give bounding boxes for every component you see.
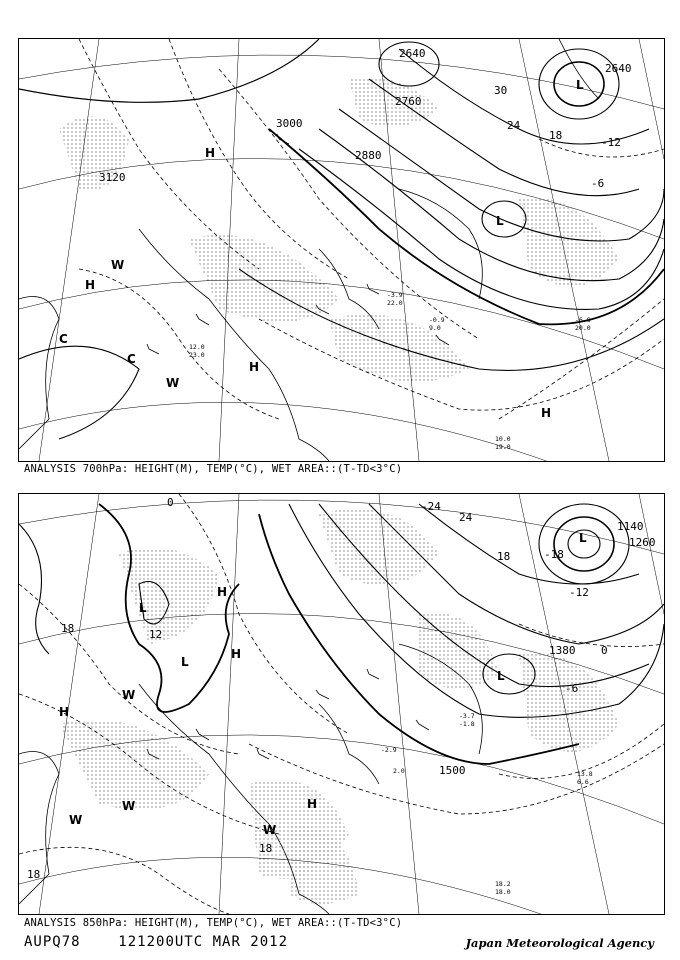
map-700hpa-svg: [19, 39, 664, 461]
low-marker: L: [576, 78, 584, 92]
station-value: -1.8: [459, 720, 475, 728]
warm-marker: W: [69, 813, 83, 827]
warm-marker: W: [122, 799, 136, 813]
station-value: 22.0: [387, 299, 403, 307]
contour-label: -24: [421, 500, 441, 513]
contour-label: 24: [459, 511, 473, 524]
valid-time: 121200UTC MAR 2012: [118, 934, 289, 950]
contour-label: 24: [507, 119, 521, 132]
coastlines: [19, 39, 599, 461]
station-value: 10.0: [495, 435, 511, 443]
high-marker: H: [205, 146, 216, 160]
analysis-850hpa-map: [18, 493, 665, 915]
contour-label: 3120: [99, 171, 126, 184]
contour-label: 2640: [399, 47, 426, 60]
contour-label: 0: [167, 496, 174, 509]
station-value: -3.7: [459, 712, 475, 720]
station-value: 20.0: [575, 324, 591, 332]
contour-label: 18: [259, 842, 273, 855]
station-value: 18.2: [495, 880, 511, 888]
station-value: 6.6: [577, 778, 589, 786]
contour-label: 30: [494, 84, 508, 97]
contour-label: 1140: [617, 520, 644, 533]
high-marker: H: [231, 647, 242, 661]
contour-label: 12: [149, 628, 163, 641]
cold-marker: C: [127, 352, 136, 366]
station-value: 13.8: [577, 770, 593, 778]
high-marker: H: [541, 406, 552, 420]
high-marker: H: [85, 278, 96, 292]
low-marker: L: [139, 601, 147, 615]
wet-area-shading: [59, 77, 619, 382]
high-marker: H: [307, 797, 318, 811]
cold-marker: C: [59, 332, 68, 346]
contour-label: 18: [549, 129, 563, 142]
contour-label: 1260: [629, 536, 656, 549]
map-850hpa-svg: [19, 494, 664, 914]
contour-label: -6: [591, 177, 605, 190]
contour-label: -12: [569, 586, 589, 599]
low-marker: L: [579, 531, 587, 545]
station-value: 9.0: [429, 324, 441, 332]
station-value: -3.9: [387, 291, 403, 299]
station-value: 2.0: [393, 767, 405, 775]
product-header: [24, 934, 288, 950]
station-value: -0.9: [429, 316, 445, 324]
contour-label: 0: [601, 644, 608, 657]
contour-label: 18: [497, 550, 511, 563]
analysis-700hpa-map: [18, 38, 665, 462]
warm-marker: W: [111, 258, 125, 272]
station-value: -2.9: [381, 746, 397, 754]
station-value: 23.0: [189, 351, 205, 359]
contour-label: 2640: [605, 62, 632, 75]
contour-label: -18: [544, 548, 564, 561]
low-marker: L: [497, 669, 505, 683]
warm-marker: W: [263, 823, 277, 837]
high-marker: H: [249, 360, 260, 374]
contour-label: 1500: [439, 764, 466, 777]
contour-label: -6: [565, 682, 579, 695]
contour-label: 2880: [355, 149, 382, 162]
station-value: 12.0: [189, 343, 205, 351]
warm-marker: W: [166, 376, 180, 390]
low-marker: L: [496, 214, 504, 228]
high-marker: H: [59, 705, 70, 719]
low-marker: L: [181, 655, 189, 669]
caption-700hpa: ANALYSIS 700hPa: HEIGHT(M), TEMP(°C), WET AREA::(T-TD<3°C): [24, 463, 403, 475]
station-value: 19.0: [495, 443, 511, 451]
contour-label: 18: [27, 868, 41, 881]
station-value: 18.0: [495, 888, 511, 896]
contour-label: 1380: [549, 644, 576, 657]
high-marker: H: [217, 585, 228, 599]
contour-label: 18: [61, 622, 75, 635]
warm-marker: W: [122, 688, 136, 702]
contour-label: 2760: [395, 95, 422, 108]
caption-850hpa: ANALYSIS 850hPa: HEIGHT(M), TEMP(°C), WET AREA::(T-TD<3°C): [24, 917, 403, 929]
agency-credit: Japan Meteorological Agency: [465, 936, 654, 950]
contour-label: 3000: [276, 117, 303, 130]
product-code: AUPQ78: [24, 934, 81, 950]
contour-label: -12: [601, 136, 621, 149]
station-value: -6.8: [575, 316, 591, 324]
